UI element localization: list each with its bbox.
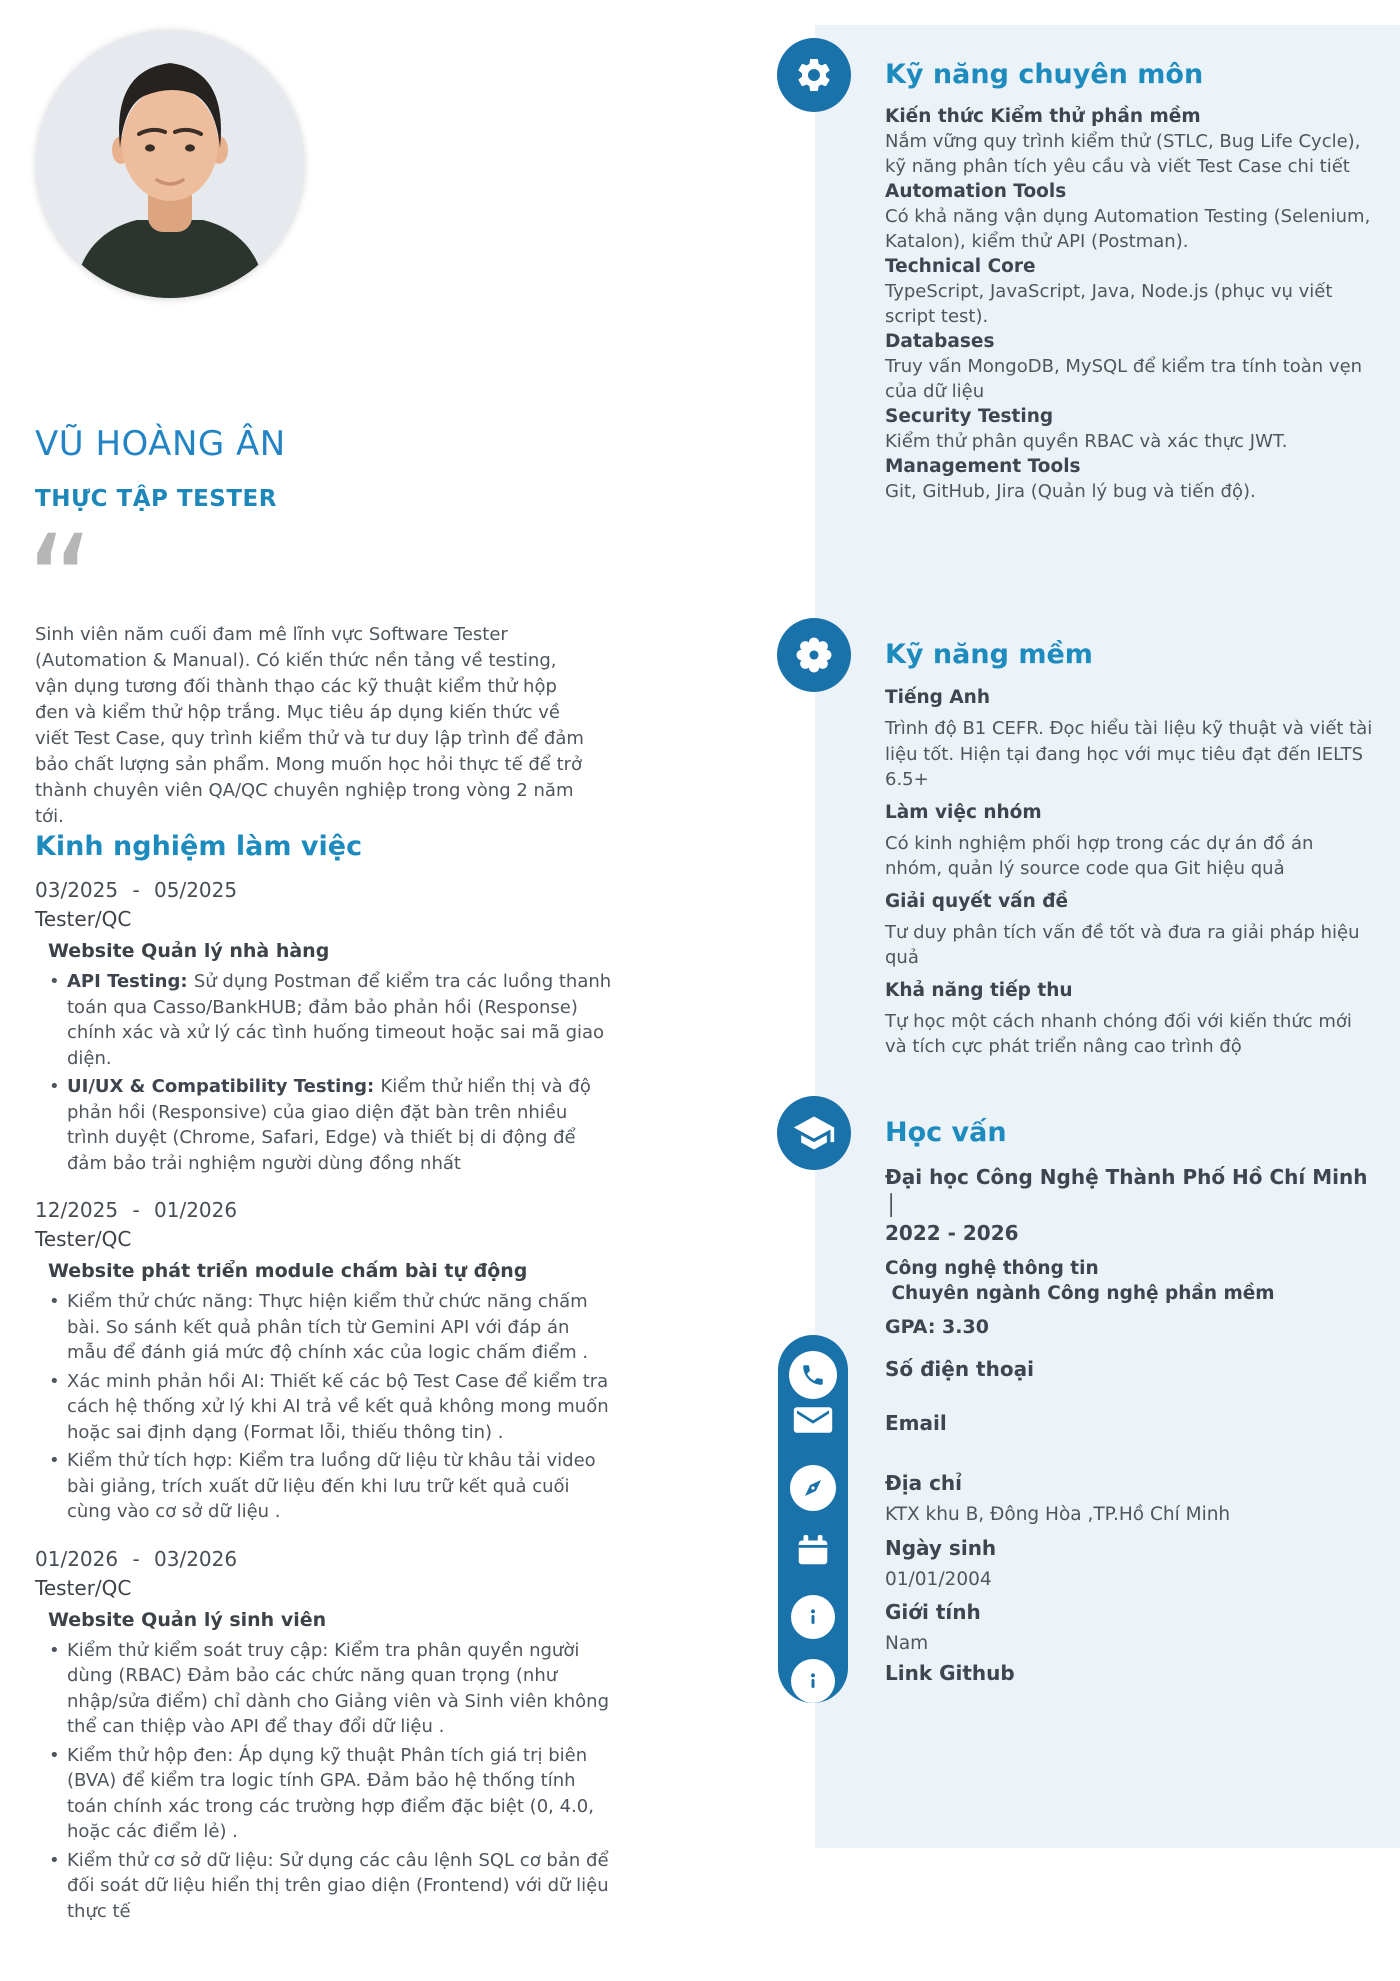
- job-project: Website Quản lý sinh viên: [48, 1608, 327, 1631]
- hard-skills-section: [885, 58, 1373, 504]
- education-section: [885, 1116, 1373, 1338]
- education-school: [885, 1163, 1373, 1247]
- candidate-title: THỰC TẬP TESTER: [35, 486, 277, 512]
- skill-group-label: Automation Tools: [885, 181, 1067, 202]
- skill-group-text: Nắm vững quy trình kiểm thử (STLC, Bug Life Cycle), kỹ năng phân tích yêu cầu và viết Test Case chi tiết: [885, 131, 1361, 177]
- contact-gender: [885, 1599, 1365, 1657]
- job-bullet: • API Testing: Sử dụng Postman để kiểm tra các luồng thanh toán qua Casso/BankHUB; đảm bảo phản hồi (Response) chính xác và xử lý các tình huống timeout hoặc sai mã giao diện.: [49, 969, 615, 1071]
- contact-github: [885, 1660, 1365, 1686]
- soft-skill-text: Tự học một cách nhanh chóng đối với kiến thức mới và tích cực phát triển nâng cao trình độ: [885, 1010, 1352, 1057]
- soft-skills-list: [885, 685, 1373, 1060]
- contact-address: [885, 1470, 1365, 1528]
- skill-group-label: Management Tools: [885, 456, 1081, 477]
- education-gpa: GPA: 3.30: [885, 1316, 989, 1338]
- contact-dob-value: 01/01/2004: [885, 1569, 992, 1590]
- skill-group-label: Databases: [885, 331, 995, 352]
- education-specialization: Chuyên ngành Công nghệ phần mềm: [885, 1283, 1275, 1304]
- soft-skill-text: Trình độ B1 CEFR. Đọc hiểu tài liệu kỹ thuật và viết tài liệu tốt. Hiện tại đang học với mục tiêu đạt đến IELTS 6.5+: [885, 718, 1373, 790]
- job-bullet: • Kiểm thử tích hợp: Kiểm tra luồng dữ liệu từ khâu tải video bài giảng, trích xuất dữ liệu đến khi lưu trữ kết quả cuối cùng vào cơ sở dữ liệu .: [49, 1448, 615, 1525]
- job-role: Tester/QC: [35, 1575, 132, 1600]
- contact-address-value: KTX khu B, Đông Hòa ,TP.Hồ Chí Minh: [885, 1504, 1231, 1525]
- candidate-name: VŨ HOÀNG ÂN: [35, 424, 286, 464]
- profile-photo: [36, 30, 304, 298]
- contact-email: [885, 1410, 1365, 1436]
- side-panel: [815, 25, 1400, 1848]
- job-role: Tester/QC: [35, 1227, 132, 1251]
- soft-skill-text: Có kinh nghiệm phối hợp trong các dự án đồ án nhóm, quản lý source code qua Git hiệu quả: [885, 832, 1314, 879]
- job-bullet-label: UI/UX & Compatibility Testing:: [67, 1076, 381, 1097]
- badge-icon: [777, 618, 851, 692]
- soft-skill-label: Giải quyết vấn đề: [885, 890, 1069, 912]
- hard-skills-heading: Kỹ năng chuyên môn: [885, 59, 1204, 90]
- soft-skill-label: Tiếng Anh: [885, 687, 991, 708]
- contact-github-label: Link Github: [885, 1661, 1015, 1685]
- job-period: 03/2025 - 05/2025: [35, 878, 238, 902]
- info-icon: [791, 1659, 835, 1703]
- skill-group-text: Truy vấn MongoDB, MySQL để kiểm tra tính toàn vẹn của dữ liệu: [885, 356, 1363, 402]
- soft-skills-section: [885, 638, 1373, 1060]
- education-major: Công nghệ thông tin: [885, 1258, 1099, 1279]
- education-period: 2022 - 2026: [885, 1221, 1019, 1245]
- graduation-cap-icon: [777, 1096, 851, 1170]
- job-bullet: • UI/UX & Compatibility Testing: Kiểm thử hiển thị và độ phản hồi (Responsive) của giao diện đặt bàn trên nhiều trình duyệt (Chrome, Safari, Edge) và thiết bị di động để đảm bảo trải nghiệm người dùng đồng nhất: [49, 1074, 615, 1176]
- job-project: Website Quản lý nhà hàng: [48, 940, 330, 962]
- skill-group-label: Kiến thức Kiểm thử phần mềm: [885, 106, 1201, 127]
- skill-group-text: Git, GitHub, Jira (Quản lý bug và tiến độ).: [885, 481, 1256, 502]
- soft-skill-label: Khả năng tiếp thu: [885, 979, 1073, 1001]
- skill-group-text: Có khả năng vận dụng Automation Testing (Selenium, Katalon), kiểm thử API (Postman).: [885, 206, 1371, 252]
- contact-gender-label: Giới tính: [885, 1600, 981, 1624]
- experience-job: [35, 1547, 615, 1925]
- job-project: Website phát triển module chấm bài tự động: [48, 1260, 528, 1282]
- soft-skills-heading: Kỹ năng mềm: [885, 639, 1093, 670]
- job-bullets: [35, 1638, 615, 1925]
- experience-list: [35, 878, 615, 1924]
- avatar: [36, 30, 304, 298]
- compass-icon: [790, 1465, 836, 1511]
- education-school-name: Đại học Công Nghệ Thành Phố Hồ Chí Minh │: [885, 1165, 1368, 1217]
- experience-heading: Kinh nghiệm làm việc: [35, 831, 363, 862]
- experience-section: [35, 830, 615, 1927]
- skill-group-text: Kiểm thử phân quyền RBAC và xác thực JWT.: [885, 431, 1288, 452]
- experience-job: [35, 878, 615, 1176]
- phone-icon: [789, 1351, 837, 1399]
- soft-skill-text: Tư duy phân tích vấn đề tốt và đưa ra giải pháp hiệu quả: [885, 921, 1360, 968]
- job-period: 01/2026 - 03/2026: [35, 1546, 238, 1571]
- job-bullet: • Kiểm thử hộp đen: Áp dụng kỹ thuật Phân tích giá trị biên (BVA) để kiểm tra logic tính GPA. Đảm bảo hệ thống tính toán chính xác trong các trường hợp điểm đặc biệt (0, 4.0, hoặc các điểm lẻ) .: [49, 1743, 615, 1845]
- job-bullets: [35, 969, 615, 1176]
- info-icon: [791, 1595, 835, 1639]
- contact-gender-value: Nam: [885, 1633, 929, 1654]
- quote-icon: “: [26, 518, 95, 614]
- hard-skills-list: [885, 104, 1373, 504]
- job-bullet: • Kiểm thử cơ sở dữ liệu: Sử dụng các câu lệnh SQL cơ bản để đối soát dữ liệu hiển thị trên giao diện (Frontend) với dữ liệu thực tế: [49, 1848, 615, 1925]
- contact-icon-bar: [778, 1335, 848, 1703]
- profile-summary: Sinh viên năm cuối đam mê lĩnh vực Software Tester (Automation & Manual). Có kiến thức nền tảng về testing, vận dụng tương đối thành thạo các kỹ thuật kiểm thử hộp đen và kiểm thử hộp trắng. Mục tiêu áp dụng kiến thức về viết Test Case, quy trình kiểm thử và tư duy lập trình để đảm bảo chất lượng sản phẩm. Mong muốn học hỏi thực tế để trở thành chuyên viên QA/QC chuyên nghiệp trong vòng 2 năm tới.: [35, 624, 584, 827]
- contact-address-label: Địa chỉ: [885, 1471, 963, 1495]
- job-bullet: • Kiểm thử kiểm soát truy cập: Kiểm tra phân quyền người dùng (RBAC) Đảm bảo các chức năng quan trọng (như nhập/sửa điểm) chỉ dành cho Giảng viên và Sinh viên không thể can thiệp vào API để thay đổi dữ liệu .: [49, 1638, 615, 1740]
- contact-dob-label: Ngày sinh: [885, 1536, 997, 1560]
- contact-phone: [885, 1356, 1365, 1382]
- contact-phone-label: Số điện thoại: [885, 1357, 1034, 1381]
- education-heading: Học vấn: [885, 1117, 1007, 1148]
- skill-group-text: TypeScript, JavaScript, Java, Node.js (phục vụ viết script test).: [885, 281, 1333, 327]
- email-icon: [793, 1404, 833, 1440]
- job-period: 12/2025 - 01/2026: [35, 1198, 238, 1222]
- job-bullet: • Xác minh phản hồi AI: Thiết kế các bộ Test Case để kiểm tra cách hệ thống xử lý khi AI trả về kết quả không mong muốn hoặc sai định dạng (Format lỗi, thiếu thông tin) .: [49, 1369, 615, 1446]
- job-bullet-label: API Testing:: [67, 971, 194, 992]
- job-bullet: • Kiểm thử chức năng: Thực hiện kiểm thử chức năng chấm bài. So sánh kết quả phân tích từ Gemini API với đáp án mẫu để đánh giá mức độ chính xác của logic chấm điểm .: [49, 1289, 615, 1366]
- contact-email-label: Email: [885, 1411, 947, 1435]
- gear-icon: [777, 38, 851, 112]
- contact-dob: [885, 1535, 1365, 1593]
- soft-skill-label: Làm việc nhóm: [885, 801, 1042, 823]
- calendar-icon: [794, 1531, 832, 1573]
- skill-group-label: Technical Core: [885, 256, 1036, 277]
- experience-job: [35, 1198, 615, 1525]
- job-bullets: [35, 1289, 615, 1525]
- skill-group-label: Security Testing: [885, 406, 1054, 427]
- job-role: Tester/QC: [35, 907, 132, 931]
